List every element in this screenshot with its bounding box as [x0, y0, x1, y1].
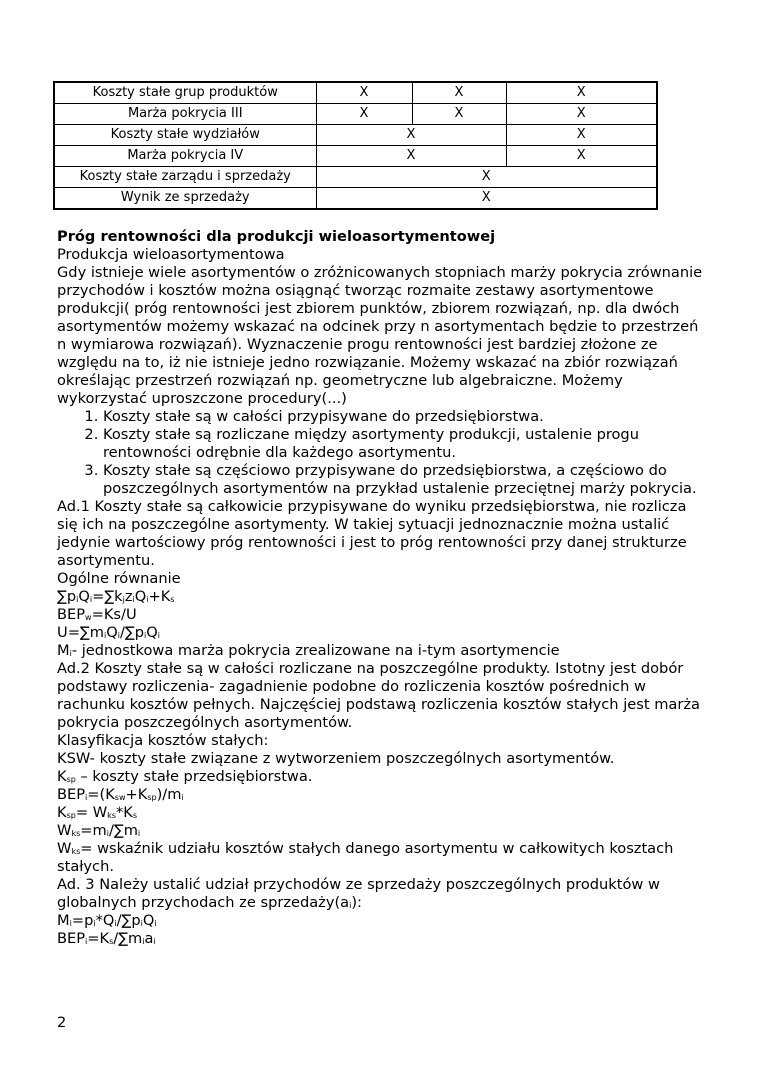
row-label: Koszty stałe zarządu i sprzedaży [54, 167, 316, 188]
table-row [54, 167, 657, 188]
formula-u: $U=\sum m_iQ_i/\sum p_iQ_i$ [57, 624, 160, 641]
table-row [54, 104, 657, 125]
cell: X [316, 167, 657, 188]
procedure-list [57, 408, 707, 498]
cost-table-wrapper [53, 81, 656, 210]
cell: X [506, 104, 657, 125]
general-equation-label: Ogólne równanie [57, 570, 181, 587]
table-row [54, 188, 657, 210]
list-item: 3. Koszty stałe są częściowo przypisywane do przedsiębiorstwa, a częściowo do poszczególnych asortymentów na przykład ustalenie przeciętnej marży pokrycia. [103, 462, 707, 498]
row-label: Marża pokrycia IV [54, 146, 316, 167]
classification-label: Klasyfikacja kosztów stałych: [57, 732, 269, 749]
ad1-paragraph: Ad.1 Koszty stałe są całkowicie przypisywane do wyniku przedsiębiorstwa, nie rozlicza się ich na poszczególne asortymenty. W takiej sytuacji jednoznacznie można ustalić jedynie wartościowy próg rentowności i jest to próg rentowności przy danej strukturze asortymentu. [57, 498, 687, 569]
cell: X [506, 146, 657, 167]
cell: X [316, 146, 506, 167]
cell: X [506, 125, 657, 146]
page-number: 2 [57, 1014, 67, 1031]
formula-bep-w: $BEP_w=Ks/U$ [57, 606, 137, 623]
cell: X [316, 82, 412, 104]
cell: X [316, 125, 506, 146]
wks-definition: $W_{ks}=$ wskaźnik udziału kosztów stałych danego asortymentu w całkowitych kosztach stałych. [57, 840, 674, 875]
cell: X [506, 82, 657, 104]
cost-table [53, 81, 658, 210]
ksw-definition: KSW- koszty stałe związane z wytworzeniem poszczególnych asortymentów. [57, 750, 615, 767]
ad2-paragraph: Ad.2 Koszty stałe są w całości rozliczane na poszczególne produkty. Istotny jest dobór podstawy rozliczenia- zagadnienie podobne do rozliczenia kosztów pośrednich w rachunku kosztów pełnych. Najczęściej podstawą rozliczenia kosztów stałych jest marża pokrycia poszczególnych asortymentów. [57, 660, 700, 731]
formula-bep-i: $BEP_i=(K_{sw}+K_{sp})/m_i$ [57, 786, 184, 803]
ksp-definition: $K_{sp}$ – koszty stałe przedsiębiorstwa. [57, 768, 313, 785]
row-label: Marża pokrycia III [54, 104, 316, 125]
table-row [54, 146, 657, 167]
cell: X [316, 104, 412, 125]
formula-general: $\sum p_iQ_i=\sum k_jz_iQ_i+K_s$ [57, 588, 175, 605]
table-row [54, 82, 657, 104]
intro-paragraph: Gdy istnieje wiele asortymentów o zróżnicowanych stopniach marży pokrycia zrównanie przychodów i kosztów można osiągnąć tworząc rozmaite zestawy asortymentowe produkcji( próg rentowności jest zbiorem punktów, zbiorem rozwiązań, np. dla dwóch asortymentów możemy wskazać na odcinek przy n asortymentach będzie to przestrzeń n wymiarowa rozwiązań). Wyznaczenie progu rentowności jest bardziej złożone ze względu na to, iż nie istnieje jedno rozwiązanie. Możemy wskazać na zbiór rozwiązań określając przestrzeń rozwiązań np. geometryczne lub algebraiczne. Możemy wykorzystać uproszczone procedury(...) [57, 264, 703, 407]
formula-ksp: $K_{sp}= W_{ks}*K_s$ [57, 804, 137, 821]
document-body [57, 228, 707, 948]
row-label: Koszty stałe wydziałów [54, 125, 316, 146]
subtitle: Produkcja wieloasortymentowa [57, 246, 285, 263]
list-item: 1. Koszty stałe są w całości przypisywane do przedsiębiorstwa. [103, 408, 707, 426]
table-row [54, 125, 657, 146]
section-title: Próg rentowności dla produkcji wieloasortymentowej [57, 228, 496, 245]
formula-bep-i-2: $BEP_i=K_s/\sum m_ia_i$ [57, 930, 156, 947]
list-item: 2. Koszty stałe są rozliczane między asortymenty produkcji, ustalenie progu rentowności odrębnie dla każdego asortymentu. [103, 426, 707, 462]
formula-wks: $W_{ks}=m_i/\sum m_i$ [57, 822, 141, 839]
formula-mi: $M_i=p_i*Q_i/\sum p_iQ_i$ [57, 912, 157, 929]
row-label: Wynik ze sprzedaży [54, 188, 316, 210]
row-label: Koszty stałe grup produktów [54, 82, 316, 104]
mi-definition: $M_i-$ jednostkowa marża pokrycia zrealizowane na i-tym asortymencie [57, 642, 560, 659]
cell: X [316, 188, 657, 210]
ad3-paragraph: Ad. 3 Należy ustalić udział przychodów ze sprzedaży poszczególnych produktów w globalnych przychodach ze $sprzedaży(a_i)$: [57, 876, 660, 911]
cell: X [412, 82, 506, 104]
cell: X [412, 104, 506, 125]
